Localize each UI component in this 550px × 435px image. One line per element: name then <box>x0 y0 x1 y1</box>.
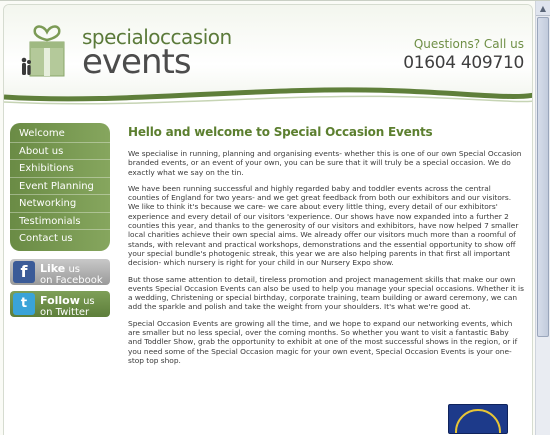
nav-item-about-us[interactable]: About us <box>10 143 110 161</box>
logo-line-specialoccasion: specialoccasion <box>82 25 232 49</box>
twitter-us-word: us <box>79 296 95 307</box>
twitter-follow-button[interactable] <box>10 291 110 317</box>
business-excellence-award-badge[interactable] <box>448 404 508 434</box>
logo-wordmark[interactable] <box>82 25 232 82</box>
facebook-on-facebook: on Facebook <box>40 275 103 286</box>
event-management-paragraph: But those same attention to detail, tireless promotion and project management skills that make our own events Special Occasion Events can also be used to help you manage your special occasions. Whether it is a wedding, Christening or special birthday, corporate training, team building or award ceremony, we can add the sparkle and polish and take the weight from your shoulders. It's what we're good at. <box>128 274 524 312</box>
facebook-like-word: Like <box>40 262 66 275</box>
phone-number[interactable]: 01604 409710 <box>403 53 524 73</box>
facebook-label <box>40 261 103 286</box>
twitter-on-twitter: on Twitter <box>40 307 90 318</box>
facebook-us-word: us <box>65 264 80 275</box>
nav-item-event-planning[interactable]: Event Planning <box>10 178 110 196</box>
nav-item-networking[interactable]: Networking <box>10 195 110 213</box>
nav-item-contact-us[interactable]: Contact us <box>19 233 73 244</box>
site-header <box>4 5 533 113</box>
site-container <box>3 4 533 435</box>
nav-item-exhibitions[interactable]: Exhibitions <box>10 160 110 178</box>
twitter-label <box>40 293 95 318</box>
facebook-icon: f <box>13 261 35 283</box>
logo-line-events: events <box>82 42 191 82</box>
twitter-icon: t <box>13 293 35 315</box>
scrollbar-thumb[interactable] <box>537 17 549 337</box>
scroll-up-arrow-icon[interactable]: ▲ <box>536 1 550 16</box>
twitter-follow-word: Follow <box>40 294 80 307</box>
intro-paragraph: We specialise in running, planning and organising events- whether this is one of our own Special Occasion branded events, or an event of your own, you can be sure that it will truly be a special occasion. We do exactly what we say on the tin. <box>128 149 522 177</box>
main-content <box>128 125 524 372</box>
award-seal-icon <box>455 409 501 434</box>
questions-call-us: Questions? Call us <box>413 37 524 51</box>
vertical-scrollbar[interactable] <box>535 1 550 435</box>
gift-box-logo-icon[interactable] <box>16 18 78 80</box>
facebook-like-button[interactable] <box>10 259 110 285</box>
nav-item-testimonials[interactable]: Testimonials <box>10 213 110 231</box>
growth-paragraph: Special Occasion Events are growing all the time, and we hope to expand our networking events, which are smaller but no less special, over the coming months. So whether you want to visit a fantastic Baby and Toddler Show, grab the opportunity to exhibit at one of the most successful shows in the region, or if you need some of the Special Occasion magic for your own event, Special Occasion Events is your one-stop top shop. <box>128 318 518 365</box>
page-title: Hello and welcome to Special Occasion Events <box>128 125 433 139</box>
header-swoosh-decoration <box>4 75 533 120</box>
baby-toddler-paragraph: We have been running successful and highly regarded baby and toddler events across the central counties of England for two years- and we get great feedback from both our exhibitors and our visitors. We like to think it's because we care- we care about every little thing, every detail of our exhibitors' experience and every detail of our visitors 'experience. Our shows have now expanded into a further 2 counties this year, and thanks to the generosity of our visitors and exhibitors, have now helped 7 smaller local charities achieve their own special aims. We already offer our visitors much more than a roomful of stands, with relevant and practical workshops, demonstrations and the essential opportunity to show off your special bundle's photogenic streak, this year we are also helping parents in that first all important decision- which nursery is right for your child in our Nursery Expo show. <box>128 183 519 268</box>
nav-item-welcome[interactable]: Welcome <box>10 125 110 143</box>
sidebar-nav <box>10 123 110 251</box>
